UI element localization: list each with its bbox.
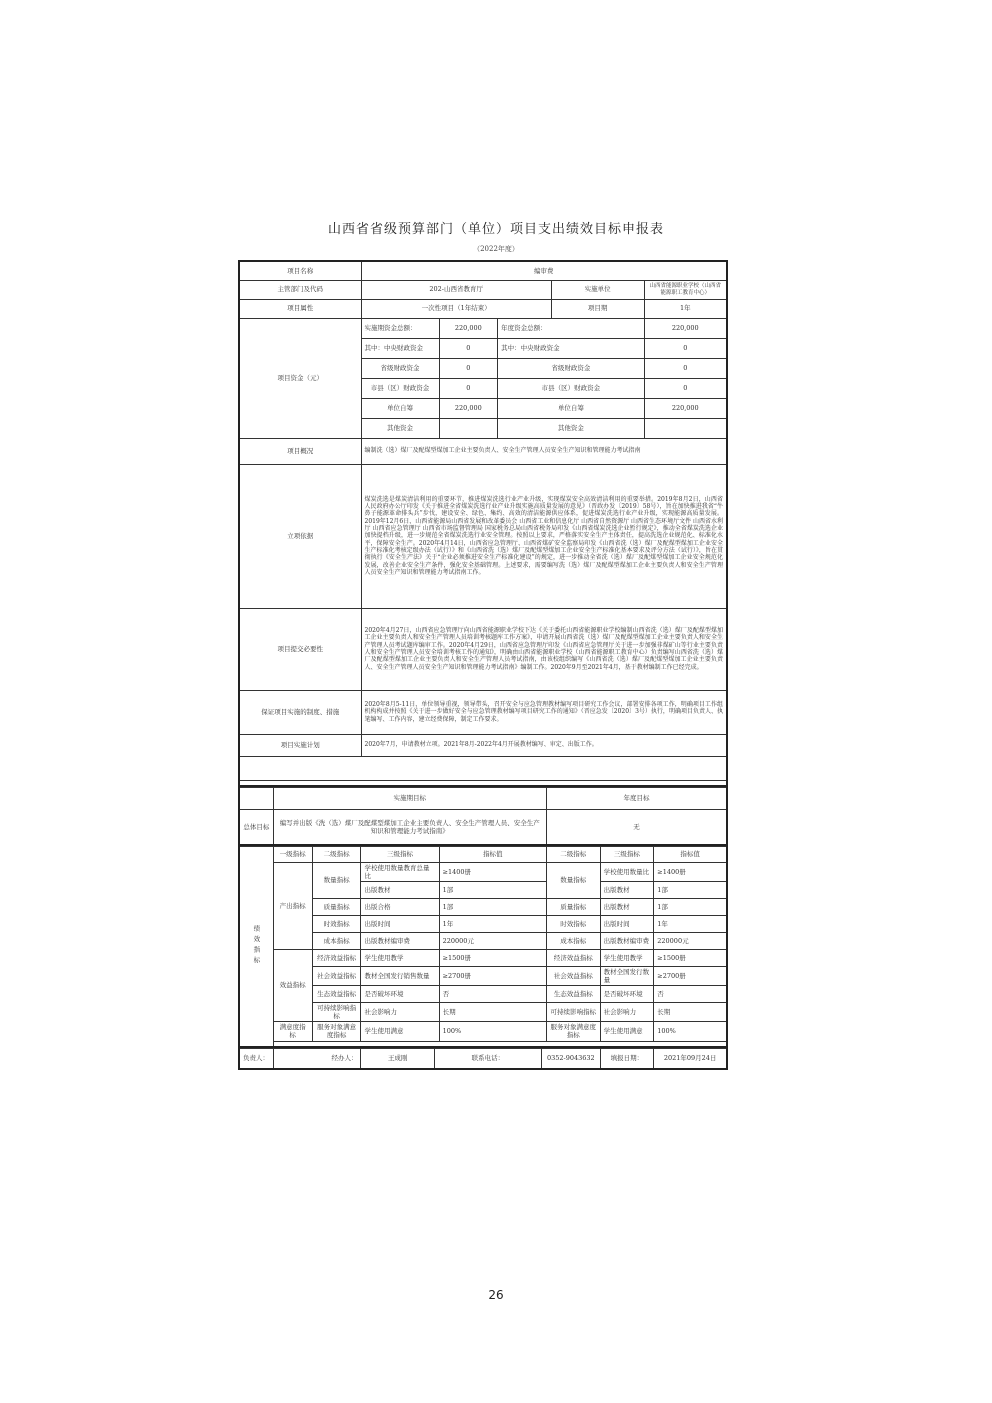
indicator-cell: 数量指标 (312, 862, 361, 898)
indicator-cell: 数量指标 (546, 862, 600, 898)
indicator-cell: 时效指标 (312, 915, 361, 932)
indicator-cell: 质量指标 (546, 898, 600, 915)
indicator-cell: 是否破坏环境 (361, 986, 439, 1003)
indicator-cell: 长期 (654, 1003, 727, 1022)
funds-cell: 省级财政资金 (361, 358, 439, 378)
indicator-cell: 出版教材 (600, 881, 654, 898)
indicator-cell: 出版教材编审费 (361, 932, 439, 949)
overview-text: 编制洗（选）煤厂及配煤型煤加工企业主要负责人、安全生产管理人员安全生产知识和管理能力考试指南 (361, 438, 727, 464)
indicator-cell: 时效指标 (546, 915, 600, 932)
funds-cell: 实施期资金总额： (361, 318, 439, 338)
indicator-cell: 社会效益指标 (312, 966, 361, 985)
indicator-cell: 成本指标 (546, 932, 600, 949)
guarantee-text: 2020年8月5-11日，单位领导重视，领导带头，召开安全与应急管理教材编写项目研究工作会议，部署安排各项工作，明确项目工作组机构构成并按照《关于进一步做好安全与应急管理教材编写项目研究工作的通知》（晋应急发〔2020〕3号）执行，明确项目负责人、执笔编写、工作内容，建立经费保障，制定工作要求。 (361, 690, 727, 734)
blank-row (239, 756, 727, 780)
funds-cell: 省级财政资金 (498, 358, 644, 378)
funds-cell: 0 (644, 358, 727, 378)
indicator-cell: 出版教材 (600, 898, 654, 915)
indicator-cell: 可持续影响指标 (312, 1003, 361, 1022)
funds-cell: 220,000 (644, 398, 727, 418)
indicator-cell: 服务对象满意度指标 (312, 1022, 361, 1041)
indicator-cell: ≥1500册 (654, 949, 727, 966)
funds-cell: 其他资金 (498, 418, 644, 438)
indicator-cell: ≥2700册 (439, 966, 546, 985)
funds-cell: 其中：中央财政资金 (361, 338, 439, 358)
funds-cell: 年度资金总额： (498, 318, 644, 338)
level1-satisfaction: 满意度指标 (273, 1022, 312, 1041)
phone-label: 联系电话： (434, 1049, 541, 1069)
indicator-side-label: 绩效指标 (239, 846, 273, 1047)
level1-benefit: 效益指标 (273, 949, 312, 1022)
footer-table (238, 1048, 728, 1070)
indicator-cell: 出版时间 (361, 915, 439, 932)
basis-label: 立项依据 (239, 464, 361, 608)
indicator-cell: 经济效益指标 (312, 949, 361, 966)
indicator-cell: 1部 (654, 898, 727, 915)
funds-cell: 0 (439, 358, 498, 378)
indicator-header: 一级指标 (273, 846, 312, 862)
indicator-cell: 社会影响力 (600, 1003, 654, 1022)
funds-cell: 220,000 (439, 398, 498, 418)
indicator-cell: ≥2700册 (654, 966, 727, 985)
indicator-cell: 否 (654, 986, 727, 1003)
indicator-header: 指标值 (439, 846, 546, 862)
indicator-table (238, 846, 728, 1049)
indicator-header: 三级指标 (361, 846, 439, 862)
funds-cell: 单位自筹 (498, 398, 644, 418)
basis-text: 煤炭洗选是煤炭清洁利用的重要环节，推进煤炭洗选行业产业升级，实现煤炭安全高效清洁利用的重要举措。2019年8月2日，山西省人民政府办公厅印发《关于推进全省煤炭洗选行业产业升级实施高质量发展的意见》（晋政办发〔2019〕58号），旨在加快推进我省“牛鼻子能源革命排头兵”步伐，建设安全、绿色、集约、高效的清洁能源供应体系，促进煤炭洗选行业产业升级，实现能源高质量发展。2019年12月6日，山西省能源局山西省发展和改革委员会 山西省工业和信息化厅 山西省自然资源厅 山西省生态环境厅文件 山西省水利厅 山西省应急管理厅 山西省市场监督管理局 国家税务总局山西省税务局印发《山西省煤炭洗选企业暂行规定》，推动全省煤炭洗选企业加快提档升级，进一步规范全省煤炭洗选行业安全管理。按照以上要求，严格落实安全生产主体责任，提高洗选企业规范化、标准化水平，保障安全生产。2020年4月14日，山西省应急管理厅、山西省煤矿安全监察局印发《山西省洗（选）煤厂及配煤型煤加工企业安全生产标准化考核定级办法（试行）》和《山西省洗（选）煤厂及配煤型煤加工企业安全生产标准化基本要求及评分方法（试行）》，旨在贯彻执行《安全生产法》关于“企业必须推进安全生产标准化建设”的规定，进一步推动全省洗（选）煤厂及配煤型煤加工企业安全规范化发展，改善企业安全生产条件，强化安全基础管理。上述要求，需要编写洗（选）煤厂及配煤型煤加工企业主要负责人和安全生产管理人员安全生产知识和管理能力考试指南工作。 (361, 464, 727, 608)
handler-value: 王成刚 (361, 1049, 434, 1069)
indicator-cell: 教材全国发行数量 (600, 966, 654, 985)
indicator-cell: 出版合格 (361, 898, 439, 915)
plan-text: 2020年7月，申请教材立项。2021年8月-2022年4月开展教材编写、审定、出版工作。 (361, 734, 727, 756)
indicator-cell: 100% (439, 1022, 546, 1041)
funds-cell: 0 (439, 378, 498, 398)
phone-value: 0352-9043632 (542, 1049, 601, 1069)
blank-row (273, 1041, 727, 1047)
indicator-cell: 社会影响力 (361, 1003, 439, 1022)
head-label: 负责人： (239, 1049, 273, 1069)
indicator-header: 二级指标 (546, 846, 600, 862)
attr-label: 项目属性 (239, 299, 361, 318)
funds-cell (644, 418, 727, 438)
handler-label: 经办人： (273, 1049, 361, 1069)
indicator-cell: 1部 (439, 881, 546, 898)
indicator-cell: 100% (654, 1022, 727, 1041)
dept-label: 主管部门及代码 (239, 280, 361, 299)
date-label: 填报日期： (600, 1049, 654, 1069)
indicator-cell: 学校使用数量教育总量比 (361, 862, 439, 881)
funds-cell: 单位自筹 (361, 398, 439, 418)
attr-value: 一次性项目（1年结束） (361, 299, 551, 318)
indicator-cell: 1年 (439, 915, 546, 932)
level1-output: 产出指标 (273, 862, 312, 949)
year-goal-text: 无 (546, 810, 727, 845)
indicator-cell: 学生使用教学 (361, 949, 439, 966)
indicator-cell: 否 (439, 986, 546, 1003)
indicator-cell: 社会效益指标 (546, 966, 600, 985)
indicator-cell: ≥1500册 (439, 949, 546, 966)
indicator-cell: 可持续影响指标 (546, 1003, 600, 1022)
indicator-cell: 220000元 (439, 932, 546, 949)
year-goal-header: 年度目标 (546, 788, 727, 810)
goals-table (238, 787, 728, 846)
necessity-label: 项目提交必要性 (239, 608, 361, 690)
guarantee-label: 保证项目实施的制度、措施 (239, 690, 361, 734)
indicator-cell: 出版教材编审费 (600, 932, 654, 949)
funds-cell (439, 418, 498, 438)
goals-corner (239, 788, 273, 810)
overview-label: 项目概况 (239, 438, 361, 464)
impl-goal-header: 实施期目标 (273, 788, 546, 810)
indicator-cell: 经济效益指标 (546, 949, 600, 966)
impl-goal-text: 编写并出版《洗（选）煤厂及配煤型煤加工企业主要负责人、安全生产管理人员、安全生产知识和管理能力考试指南》 (273, 810, 546, 845)
indicator-cell: 学生使用教学 (600, 949, 654, 966)
indicator-cell: 1部 (654, 881, 727, 898)
indicator-cell: 生态效益指标 (312, 986, 361, 1003)
indicator-cell: 长期 (439, 1003, 546, 1022)
funds-cell: 0 (439, 338, 498, 358)
indicator-cell: 学校使用数量比 (600, 862, 654, 881)
funds-cell: 220,000 (644, 318, 727, 338)
dept-value: 202-山西省教育厅 (361, 280, 551, 299)
funds-cell: 0 (644, 338, 727, 358)
impl-value: 山西省能源职业学校（山西省能源职工教育中心） (644, 280, 727, 299)
indicator-header: 指标值 (654, 846, 727, 862)
period-label: 项目期 (551, 299, 644, 318)
page-number: 26 (488, 1288, 504, 1302)
indicator-cell: 生态效益指标 (546, 986, 600, 1003)
indicator-header: 三级指标 (600, 846, 654, 862)
form-title: 山西省省级预算部门（单位）项目支出绩效目标申报表 (327, 222, 664, 237)
indicator-cell: 1部 (439, 898, 546, 915)
plan-label: 项目实施计划 (239, 734, 361, 756)
indicator-cell: 是否破坏环境 (600, 986, 654, 1003)
form-year: （2022年度） (473, 245, 519, 253)
indicator-cell: ≥1400册 (654, 862, 727, 881)
funds-cell: 市县（区）财政资金 (498, 378, 644, 398)
date-value: 2021年09月24日 (654, 1049, 727, 1069)
project-info-table (238, 260, 728, 787)
performance-form (238, 260, 728, 1070)
indicator-cell: 学生使用满意 (600, 1022, 654, 1041)
indicator-cell: ≥1400册 (439, 862, 546, 881)
project-name-label: 项目名称 (239, 261, 361, 280)
funds-label: 项目资金（元） (239, 318, 361, 438)
funds-cell: 0 (644, 378, 727, 398)
indicator-cell: 出版时间 (600, 915, 654, 932)
period-value: 1年 (644, 299, 727, 318)
funds-cell: 其他资金 (361, 418, 439, 438)
indicator-header: 二级指标 (312, 846, 361, 862)
total-goal-label: 总体目标 (239, 810, 273, 845)
indicator-cell: 出版教材 (361, 881, 439, 898)
funds-cell: 220,000 (439, 318, 498, 338)
indicator-cell: 教材全国发行销售数量 (361, 966, 439, 985)
indicator-cell: 成本指标 (312, 932, 361, 949)
necessity-text: 2020年4月27日，山西省应急管理厅向山西省能源职业学校下达《关于委托山西省能源职业学校编制山西省洗（选）煤厂及配煤型煤加工企业主要负责人和安全生产管理人员培训考核题库工作方案》，申请开展山西省洗（选）煤厂及配煤型煤加工企业主要负责人和安全生产管理人员考试题库编审工作。2020年4月29日，山西省应急管理厅印发《山西省应急管理厅关于进一步加强非煤矿山等行业主要负责人和安全生产管理人员安全培训考核工作的通知》，明确由山西省能源职业学校（山西省能源职工教育中心）负责编写山西省洗（选）煤厂及配煤型煤加工企业主要负责人和安全生产管理人员考试指南，由该校组织编写《山西省洗（选）煤厂及配煤型煤加工企业主要负责人、安全生产管理人员安全生产知识和管理能力考试指南》编制工作。2020年9月至2021年4月，基于教材编制工作已经完成。 (361, 608, 727, 690)
project-name: 编审费 (361, 261, 727, 280)
blank-row (239, 780, 727, 786)
indicator-cell: 质量指标 (312, 898, 361, 915)
indicator-cell: 1年 (654, 915, 727, 932)
indicator-cell: 220000元 (654, 932, 727, 949)
impl-label: 实施单位 (551, 280, 644, 299)
indicator-cell: 服务对象满意度指标 (546, 1022, 600, 1041)
funds-cell: 市县（区）财政资金 (361, 378, 439, 398)
indicator-cell: 学生使用满意 (361, 1022, 439, 1041)
funds-cell: 其中：中央财政资金 (498, 338, 644, 358)
